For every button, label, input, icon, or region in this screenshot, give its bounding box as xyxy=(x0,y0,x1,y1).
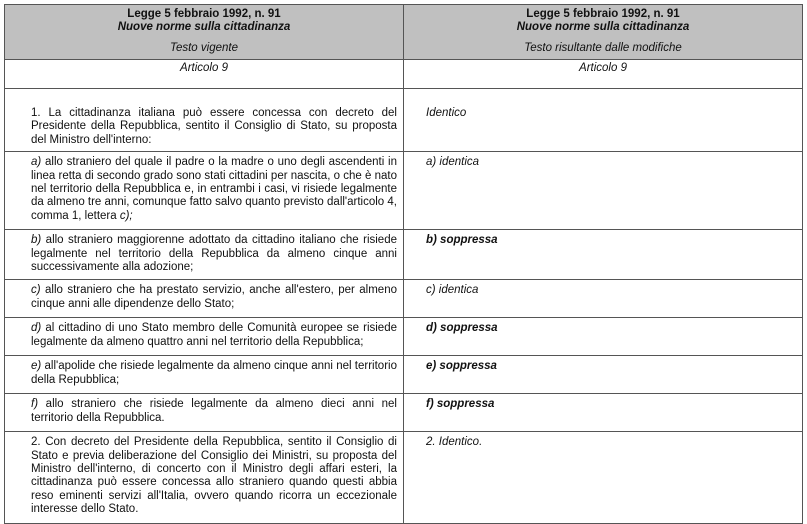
column-label-current: Testo vigente xyxy=(170,42,238,54)
law-title: Legge 5 febbraio 1992, n. 91 xyxy=(127,8,281,20)
modification-status: e) soppressa xyxy=(426,360,497,373)
letter-label: e) xyxy=(31,360,42,373)
letter-label: d) xyxy=(31,322,42,335)
current-text-cell xyxy=(5,318,404,356)
modified-text-cell xyxy=(404,356,803,394)
letter-label: a) xyxy=(31,156,42,169)
modified-text-cell xyxy=(404,89,803,152)
paragraph-text: allo straniero che ha prestato servizio, anche all'estero, per almeno cinque anni alle dipendenze dello Stato; xyxy=(31,284,397,310)
table-row xyxy=(5,152,803,230)
law-title: Legge 5 febbraio 1992, n. 91 xyxy=(526,8,680,20)
table-row xyxy=(5,280,803,318)
modification-status: 2. Identico. xyxy=(426,436,483,449)
modified-text-cell xyxy=(404,318,803,356)
table-row xyxy=(5,89,803,152)
paragraph xyxy=(11,436,397,516)
modification-status: b) soppressa xyxy=(426,234,498,247)
paragraph-reference: c); xyxy=(119,209,133,222)
current-text-cell xyxy=(5,356,404,394)
modification-status: a) identica xyxy=(426,156,480,169)
table-body xyxy=(5,89,803,524)
letter-label: c) xyxy=(31,284,41,297)
current-text-cell xyxy=(5,152,404,230)
paragraph-text: 2. Con decreto del Presidente della Repubblica, sentito il Consiglio di Stato e previa deliberazione del Consiglio dei Ministri, su proposta del Ministro dell'interno, di concerto con il Ministro degli affari esteri, la cittadinanza può essere concessa allo straniero quando questi abbia reso eminenti servizi all'Italia, ovvero quando ricorra un eccezionale interesse dello Stato. xyxy=(31,436,397,516)
paragraph xyxy=(11,284,397,311)
paragraph-text: all'apolide che risiede legalmente da almeno cinque anni nel territorio della Repubblica; xyxy=(31,360,397,386)
paragraph xyxy=(11,322,397,349)
paragraph-text: allo straniero del quale il padre o la madre o uno degli ascendenti in linea retta di secondo grado sono stati cittadini per nascita, o che è nato nel territorio della Repubblica e, in entrambi i casi, vi risiede legalmente da almeno tre anni, comunque fatto salvo quanto previsto dall'articolo 4, comma 1, lettera xyxy=(31,156,397,222)
current-text-cell xyxy=(5,394,404,432)
paragraph-text: 1. La cittadinanza italiana può essere concessa con decreto del Presidente della Repubblica, sentito il Consiglio di Stato, su proposta del Ministro dell'interno: xyxy=(31,107,397,146)
law-subtitle: Nuove norme sulla cittadinanza xyxy=(516,21,690,33)
table-row xyxy=(5,356,803,394)
article-left: Articolo 9 xyxy=(5,60,404,89)
letter-label: b) xyxy=(31,234,42,247)
table-row xyxy=(5,432,803,524)
law-subtitle: Nuove norme sulla cittadinanza xyxy=(117,21,291,33)
table-row xyxy=(5,318,803,356)
modified-text-cell xyxy=(404,280,803,318)
letter-label: f) xyxy=(31,398,39,411)
paragraph-text: al cittadino di uno Stato membro delle Comunità europee se risiede legalmente da almeno quattro anni nel territorio della Repubblica; xyxy=(31,322,397,348)
paragraph xyxy=(11,398,397,425)
paragraph xyxy=(11,107,397,147)
paragraph xyxy=(11,156,397,223)
paragraph xyxy=(11,360,397,387)
current-text-cell xyxy=(5,230,404,280)
modification-status: c) identica xyxy=(426,284,479,297)
modification-status: f) soppressa xyxy=(426,398,495,411)
table-row xyxy=(5,230,803,280)
table-row xyxy=(5,394,803,432)
header-row xyxy=(5,5,803,60)
article-right: Articolo 9 xyxy=(404,60,803,89)
article-row xyxy=(5,60,803,89)
comparison-table xyxy=(4,4,803,524)
current-text-cell xyxy=(5,432,404,524)
modification-status: Identico xyxy=(426,107,467,119)
modification-status: d) soppressa xyxy=(426,322,498,335)
current-text-cell xyxy=(5,280,404,318)
header-left xyxy=(5,5,404,60)
header-right xyxy=(404,5,803,60)
modified-text-cell xyxy=(404,432,803,524)
modified-text-cell xyxy=(404,394,803,432)
modified-text-cell xyxy=(404,152,803,230)
paragraph xyxy=(11,234,397,274)
modified-text-cell xyxy=(404,230,803,280)
paragraph-text: allo straniero che risiede legalmente da almeno dieci anni nel territorio della Repubblica. xyxy=(31,398,397,424)
paragraph-text: allo straniero maggiorenne adottato da cittadino italiano che risiede legalmente nel territorio della Repubblica da almeno cinque anni successivamente alla adozione; xyxy=(31,234,397,274)
current-text-cell xyxy=(5,89,404,152)
column-label-modified: Testo risultante dalle modifiche xyxy=(524,42,682,54)
